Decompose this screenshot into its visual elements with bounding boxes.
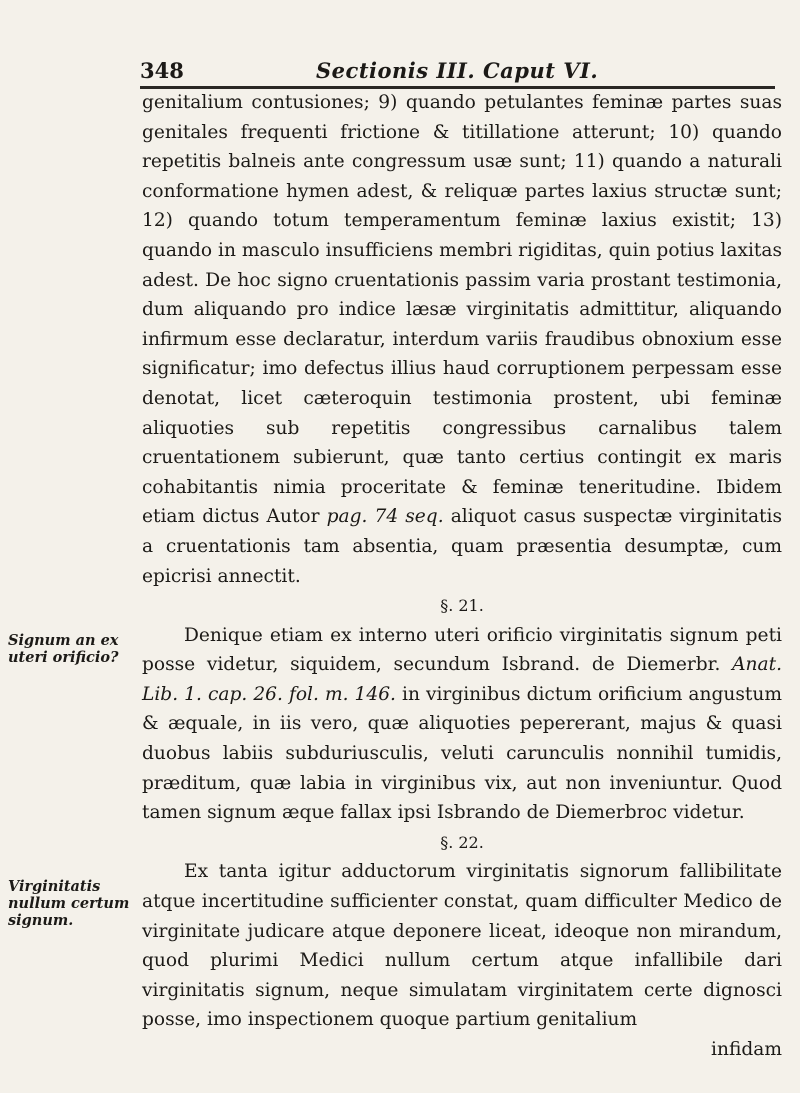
page-number: 348 bbox=[140, 58, 184, 83]
margin-note-uteri-orificio: Signum an ex uteri orificio? bbox=[8, 632, 119, 666]
paragraph-3: Ex tanta igitur adductorum virginitatis signorum fallibilitate atque incertitudine sufficienter constat, quam difficulter Medico de virginitate judicare atque deponere liceat, ideoque non mirandum, quod plurimi Medici nullum certum atque infallibile dari virginitatis signum, neque simulatam virginitatem certe dignosci posse, imo inspectionem quoque partium genitalium bbox=[142, 861, 782, 1031]
paragraph-2: Denique etiam ex interno uteri orificio virginitatis signum peti posse videtur, siquidem, secundum Isbrand. de Diemerbr. Anat. Lib. 1. cap. 26. fol. m. 146. in virginibus dictum orificium angustum & æquale, in iis vero, quæ aliquoties pepererant, majus & quasi duobus labiis subduriusculis, veluti carunculis nonnihil tumidis, præditum, quæ labia in virginibus vix, aut non inveniuntur. Quod tamen signum æque fallax ipsi Isbrando de Diemerbroc videtur. bbox=[142, 624, 782, 824]
section-heading-21: §. 21. bbox=[440, 596, 484, 616]
catchword: infidam bbox=[711, 1039, 782, 1060]
running-head: Sectionis III. Caput VI. bbox=[316, 58, 599, 83]
margin-note-virginitatis: Virginitatis nullum certum signum. bbox=[8, 878, 130, 929]
anatomy-reference: Anat. Lib. 1. cap. 26. fol. m. 146. bbox=[142, 654, 782, 705]
page-reference: pag. 74 seq. bbox=[326, 506, 444, 528]
section-heading-22: §. 22. bbox=[440, 832, 484, 852]
main-text bbox=[142, 88, 782, 1065]
paragraph-1: genitalium contusiones; 9) quando petulantes feminæ partes suas genitales frequenti frictione & titillatione atterunt; 10) quando repetitis balneis ante congressum usæ sunt; 11) quando a naturali conformatione hymen adest, & reliquæ partes laxius structæ sunt; 12) quando totum temperamentum feminæ laxius existit; 13) quando in masculo insufficiens membri rigiditas, quin potius laxitas adest. De hoc signo cruentationis passim varia prostant testimonia, dum aliquando pro indice læsæ virginitatis admittitur, aliquando infirmum esse declaratur, interdum variis fraudibus obnoxium esse significatur; imo defectus illius haud corruptionem perpessam esse denotat, licet cæteroquin testimonia prostent, ubi feminæ aliquoties sub repetitis congressibus carnalibus talem cruentationem subierunt, quæ tanto certius contingit ex maris cohabitantis nimia proceritate & feminæ teneritudine. Ibidem etiam dictus Autor pag. 74 seq. aliquot casus suspectæ virginitatis a cruentationis tam absentia, quam præsentia desumptæ, cum epicrisi annectit. bbox=[142, 92, 783, 587]
page-header bbox=[140, 58, 775, 89]
